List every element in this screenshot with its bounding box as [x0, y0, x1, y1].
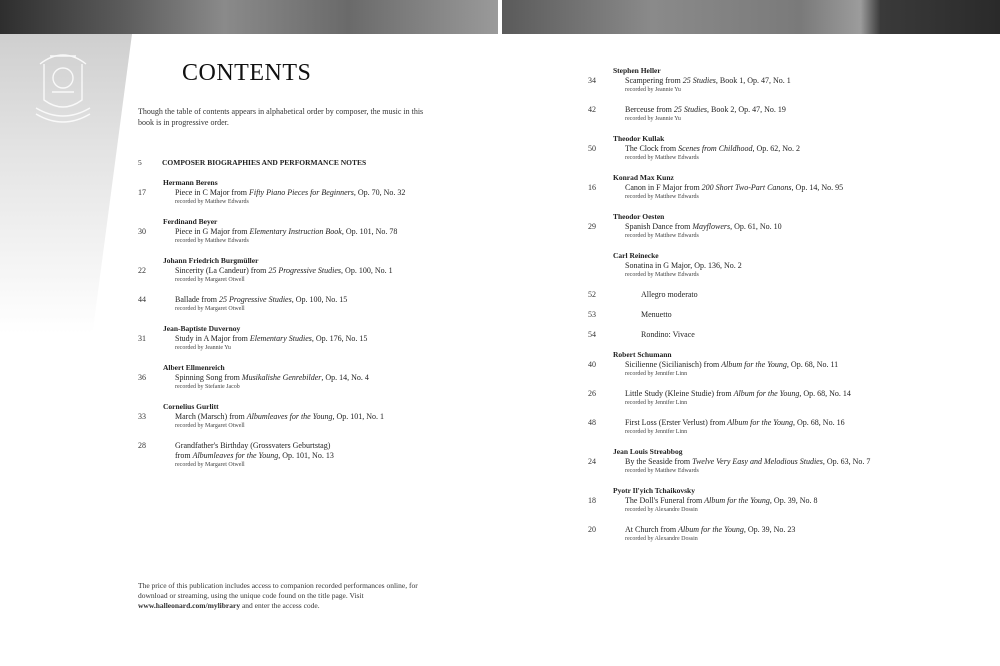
opus-text: , Op. 68, No. 11 — [786, 360, 839, 369]
composer-name: Carl Reinecke — [613, 251, 659, 260]
page-number: 30 — [138, 227, 146, 236]
composer-name: Hermann Berens — [163, 178, 218, 187]
toc-entry[interactable] — [588, 183, 968, 202]
footer-note — [138, 581, 428, 611]
title-text: Spinning Song from — [175, 373, 242, 382]
opus-text: , Op. 176, No. 15 — [311, 334, 368, 343]
toc-entry[interactable] — [588, 261, 968, 280]
recorded-by: recorded by Margaret Otwell — [175, 462, 245, 468]
composer-entry — [138, 363, 468, 392]
title-text: Scampering from — [625, 76, 683, 85]
opus-text: , Op. 70, No. 32 — [353, 188, 406, 197]
title-text: Grandfather's Birthday (Grossvaters Geburtstag) — [175, 441, 331, 450]
page-number: 18 — [588, 496, 596, 505]
page-number: 50 — [588, 144, 596, 153]
opus-text: , Op. 39, No. 8 — [769, 496, 818, 505]
toc-entry[interactable] — [588, 290, 968, 300]
piece-title — [625, 76, 968, 86]
composer-name: Ferdinand Beyer — [163, 217, 218, 226]
toc-entry[interactable] — [138, 373, 468, 392]
toc-entry[interactable] — [138, 334, 468, 353]
title-text: Sonatina in G Major, Op. 136, No. 2 — [625, 261, 742, 270]
composer-entry — [588, 66, 968, 124]
page-number: 16 — [588, 183, 596, 192]
page-number: 24 — [588, 457, 596, 466]
composer-name: Theodor Kullak — [613, 134, 665, 143]
toc-right-column — [588, 66, 968, 554]
composer-entry — [138, 178, 468, 207]
toc-entry[interactable] — [138, 412, 468, 431]
piece-title — [625, 144, 968, 154]
page-title: CONTENTS — [182, 60, 312, 86]
piece-title — [625, 457, 968, 467]
toc-entry[interactable] — [588, 360, 968, 379]
composer-name: Pyotr Il'yich Tchaikovsky — [613, 486, 695, 495]
entry-body — [613, 418, 968, 437]
entry-body — [613, 290, 968, 300]
title-text: The Doll's Funeral from — [625, 496, 705, 505]
piece-title — [175, 188, 468, 198]
recorded-by: recorded by Margaret Otwell — [175, 423, 245, 429]
piece-title — [625, 389, 968, 399]
entry-body — [613, 261, 968, 280]
opus-text: , Op. 61, No. 10 — [730, 222, 782, 231]
entry-body — [163, 334, 468, 353]
collection-title: Scenes from Childhood — [678, 144, 753, 153]
collection-title: 25 Studies — [682, 76, 716, 85]
page-number: 53 — [588, 310, 596, 319]
title-text: Spanish Dance from — [625, 222, 693, 231]
composer-entry — [588, 447, 968, 476]
composer-name: Konrad Max Kunz — [613, 173, 674, 182]
recorded-by: recorded by Matthew Edwards — [625, 233, 699, 239]
recorded-by: recorded by Alexandre Dossin — [625, 507, 698, 513]
entry-body — [613, 525, 968, 544]
recorded-by: recorded by Matthew Edwards — [625, 194, 699, 200]
toc-entry[interactable] — [138, 188, 468, 207]
composer-name: Jean Louis Streabbog — [613, 447, 683, 456]
toc-entry[interactable] — [588, 144, 968, 163]
piece-title — [625, 222, 968, 232]
title-text: By the Seaside from — [625, 457, 693, 466]
opus-text: , Op. 68, No. 16 — [793, 418, 845, 427]
title-text: March (Marsch) from — [175, 412, 247, 421]
piece-title — [641, 310, 968, 320]
page-number: 44 — [138, 295, 146, 304]
title-text: Menuetto — [641, 310, 672, 319]
recorded-by: recorded by Matthew Edwards — [175, 199, 249, 205]
opus-text: , Op. 100, No. 1 — [341, 266, 393, 275]
title-text: Allegro moderato — [641, 290, 698, 299]
composer-entry — [588, 134, 968, 163]
collection-title: Albumleaves for the Young — [246, 412, 333, 421]
composer-entry — [138, 324, 468, 353]
entry-body — [613, 310, 968, 320]
piece-title — [175, 295, 468, 305]
opus-text: , Op. 14, No. 4 — [321, 373, 369, 382]
entry-body — [613, 330, 968, 340]
entry-body — [613, 222, 968, 241]
recorded-by: recorded by Matthew Edwards — [625, 468, 699, 474]
collection-title: Mayflowers — [692, 222, 731, 231]
toc-entry[interactable] — [138, 227, 468, 246]
title-text: First Loss (Erster Verlust) from — [625, 418, 728, 427]
entry-body — [163, 188, 468, 207]
piece-title — [175, 373, 468, 383]
composer-name: Jean-Baptiste Duvernoy — [163, 324, 241, 333]
entry-body — [613, 105, 968, 124]
opus-text: , Book 2, Op. 47, No. 19 — [706, 105, 786, 114]
title-text: Canon in F Major from — [625, 183, 702, 192]
opus-text: , Op. 63, No. 7 — [822, 457, 871, 466]
piece-title — [641, 290, 968, 300]
page-number: 34 — [588, 76, 596, 85]
collection-title: 25 Progressive Studies — [218, 295, 292, 304]
title-text: At Church from — [625, 525, 679, 534]
toc-left-column — [138, 178, 468, 480]
composer-entry — [588, 251, 968, 340]
toc-entry[interactable] — [138, 441, 468, 470]
toc-entry[interactable] — [588, 330, 968, 340]
collection-title: 25 Progressive Studies — [268, 266, 342, 275]
page-number: 29 — [588, 222, 596, 231]
piece-title — [175, 334, 468, 344]
entry-body — [163, 295, 468, 314]
opus-text: , Op. 62, No. 2 — [752, 144, 801, 153]
title-text: Sicilienne (Sicilianisch) from — [625, 360, 722, 369]
header-band-right — [502, 0, 1000, 34]
opus-text: , Op. 68, No. 14 — [799, 389, 851, 398]
page-number: 48 — [588, 418, 596, 427]
piece-title — [175, 266, 468, 276]
footer-text: The price of this publication includes access to companion recorded performances online, for download or streaming, using the unique code found on the title page. Visit — [138, 581, 418, 600]
page-number: 33 — [138, 412, 146, 421]
page-number: 40 — [588, 360, 596, 369]
piece-title — [175, 412, 468, 422]
footer-tail: and enter the access code. — [240, 601, 320, 610]
piece-title — [625, 525, 968, 535]
section-heading — [138, 158, 366, 167]
recorded-by: recorded by Matthew Edwards — [625, 272, 699, 278]
intro-note: Though the table of contents appears in alphabetical order by composer, the music in this book is in progressive order. — [138, 107, 424, 127]
page-number: 17 — [138, 188, 146, 197]
page-number: 42 — [588, 105, 596, 114]
entry-body — [613, 360, 968, 379]
piece-title — [625, 183, 968, 193]
toc-entry[interactable] — [588, 222, 968, 241]
composer-name: Robert Schumann — [613, 350, 672, 359]
piece-title — [641, 330, 968, 340]
collection-title: Fifty Piano Pieces for Beginners — [248, 188, 354, 197]
composer-entry — [588, 486, 968, 544]
recorded-by: recorded by Matthew Edwards — [625, 155, 699, 161]
section-label: COMPOSER BIOGRAPHIES AND PERFORMANCE NOTES — [162, 158, 367, 167]
collection-title: Elementary Studies — [249, 334, 312, 343]
opus-text: , Op. 14, No. 95 — [791, 183, 844, 192]
title-text: Piece in C Major from — [175, 188, 249, 197]
recorded-by: recorded by Stefanie Jacob — [175, 384, 240, 390]
toc-entry[interactable] — [588, 418, 968, 437]
collection-title: Album for the Young — [678, 525, 744, 534]
title-text: The Clock from — [625, 144, 679, 153]
composer-entry — [138, 402, 468, 470]
toc-entry[interactable] — [588, 310, 968, 320]
recorded-by: recorded by Jeannie Yu — [625, 87, 681, 93]
toc-entry[interactable] — [138, 295, 468, 314]
page-number: 31 — [138, 334, 146, 343]
collection-title: Album for the Young — [704, 496, 770, 505]
piece-title — [175, 441, 468, 461]
title-text: Study in A Major from — [175, 334, 250, 343]
toc-entry[interactable] — [138, 266, 468, 285]
page-number: 20 — [588, 525, 596, 534]
entry-body — [163, 266, 468, 285]
page-number: 36 — [138, 373, 146, 382]
toc-entry[interactable] — [588, 105, 968, 124]
entry-body — [613, 183, 968, 202]
toc-entry[interactable] — [588, 76, 968, 95]
composer-name: Albert Ellmenreich — [163, 363, 225, 372]
page-number: 28 — [138, 441, 146, 450]
collection-title: 200 Short Two-Part Canons — [701, 183, 792, 192]
composer-name: Theodor Oesten — [613, 212, 665, 221]
publisher-seal-icon — [30, 42, 96, 130]
collection-title: Album for the Young — [733, 389, 800, 398]
page-number: 52 — [588, 290, 596, 299]
library-link[interactable]: www.halleonard.com/mylibrary — [138, 601, 241, 610]
collection-title: Twelve Very Easy and Melodious Studies — [692, 457, 823, 466]
page-number: 22 — [138, 266, 146, 275]
title-text: Ballade from — [175, 295, 219, 304]
title-text: Berceuse from — [625, 105, 674, 114]
opus-text: , Book 1, Op. 47, No. 1 — [715, 76, 791, 85]
header-band-left — [0, 0, 498, 34]
collection-title: Elementary Instruction Book — [249, 227, 342, 236]
entry-body — [163, 441, 468, 470]
recorded-by: recorded by Margaret Otwell — [175, 306, 245, 312]
title-text: Piece in G Major from — [175, 227, 250, 236]
entry-body — [613, 389, 968, 408]
opus-text: , Op. 101, No. 13 — [278, 451, 334, 460]
entry-body — [163, 373, 468, 392]
recorded-by: recorded by Margaret Otwell — [175, 277, 245, 283]
entry-body — [163, 412, 468, 431]
composer-name: Johann Friedrich Burgmüller — [163, 256, 259, 265]
page-number: 54 — [588, 330, 596, 339]
recorded-by: recorded by Matthew Edwards — [175, 238, 249, 244]
entry-body — [613, 76, 968, 95]
recorded-by: recorded by Jennifer Linn — [625, 400, 688, 406]
collection-title: Musikalishe Genrebilder — [241, 373, 322, 382]
piece-title — [175, 227, 468, 237]
title-text: Sincerity (La Candeur) from — [175, 266, 269, 275]
title-text: Rondino: Vivace — [641, 330, 695, 339]
collection-title: Albumleaves for the Young — [192, 451, 279, 460]
piece-title — [625, 105, 968, 115]
collection-title: Album for the Young — [721, 360, 787, 369]
recorded-by: recorded by Jennifer Linn — [625, 429, 688, 435]
page-number: 26 — [588, 389, 596, 398]
opus-text: , Op. 101, No. 1 — [332, 412, 385, 421]
composer-name: Stephen Heller — [613, 66, 661, 75]
piece-title — [625, 261, 968, 271]
opus-text: , Op. 39, No. 23 — [743, 525, 796, 534]
recorded-by: recorded by Jennifer Linn — [625, 371, 688, 377]
title-text-cont: from — [175, 451, 193, 460]
collection-title: 25 Studies — [673, 105, 707, 114]
toc-entry[interactable] — [588, 389, 968, 408]
entry-body — [613, 457, 968, 476]
composer-entry — [588, 212, 968, 241]
page-number: 5 — [138, 158, 142, 167]
entry-body — [163, 227, 468, 246]
composer-entry — [588, 350, 968, 437]
composer-name: Cornelius Gurlitt — [163, 402, 219, 411]
composer-entry — [138, 256, 468, 314]
entry-body — [613, 144, 968, 163]
toc-entry[interactable] — [588, 496, 968, 515]
piece-title — [625, 360, 968, 370]
toc-entry[interactable] — [588, 525, 968, 544]
title-text: Little Study (Kleine Studie) from — [625, 389, 734, 398]
toc-entry[interactable] — [588, 457, 968, 476]
recorded-by: recorded by Jeannie Yu — [625, 116, 681, 122]
piece-title — [625, 418, 968, 428]
recorded-by: recorded by Alexandre Dossin — [625, 536, 698, 542]
collection-title: Album for the Young — [727, 418, 794, 427]
composer-entry — [588, 173, 968, 202]
composer-entry — [138, 217, 468, 246]
entry-body — [613, 496, 968, 515]
piece-title — [625, 496, 968, 506]
opus-text: , Op. 100, No. 15 — [291, 295, 348, 304]
recorded-by: recorded by Jeannie Yu — [175, 345, 231, 351]
opus-text: , Op. 101, No. 78 — [341, 227, 398, 236]
